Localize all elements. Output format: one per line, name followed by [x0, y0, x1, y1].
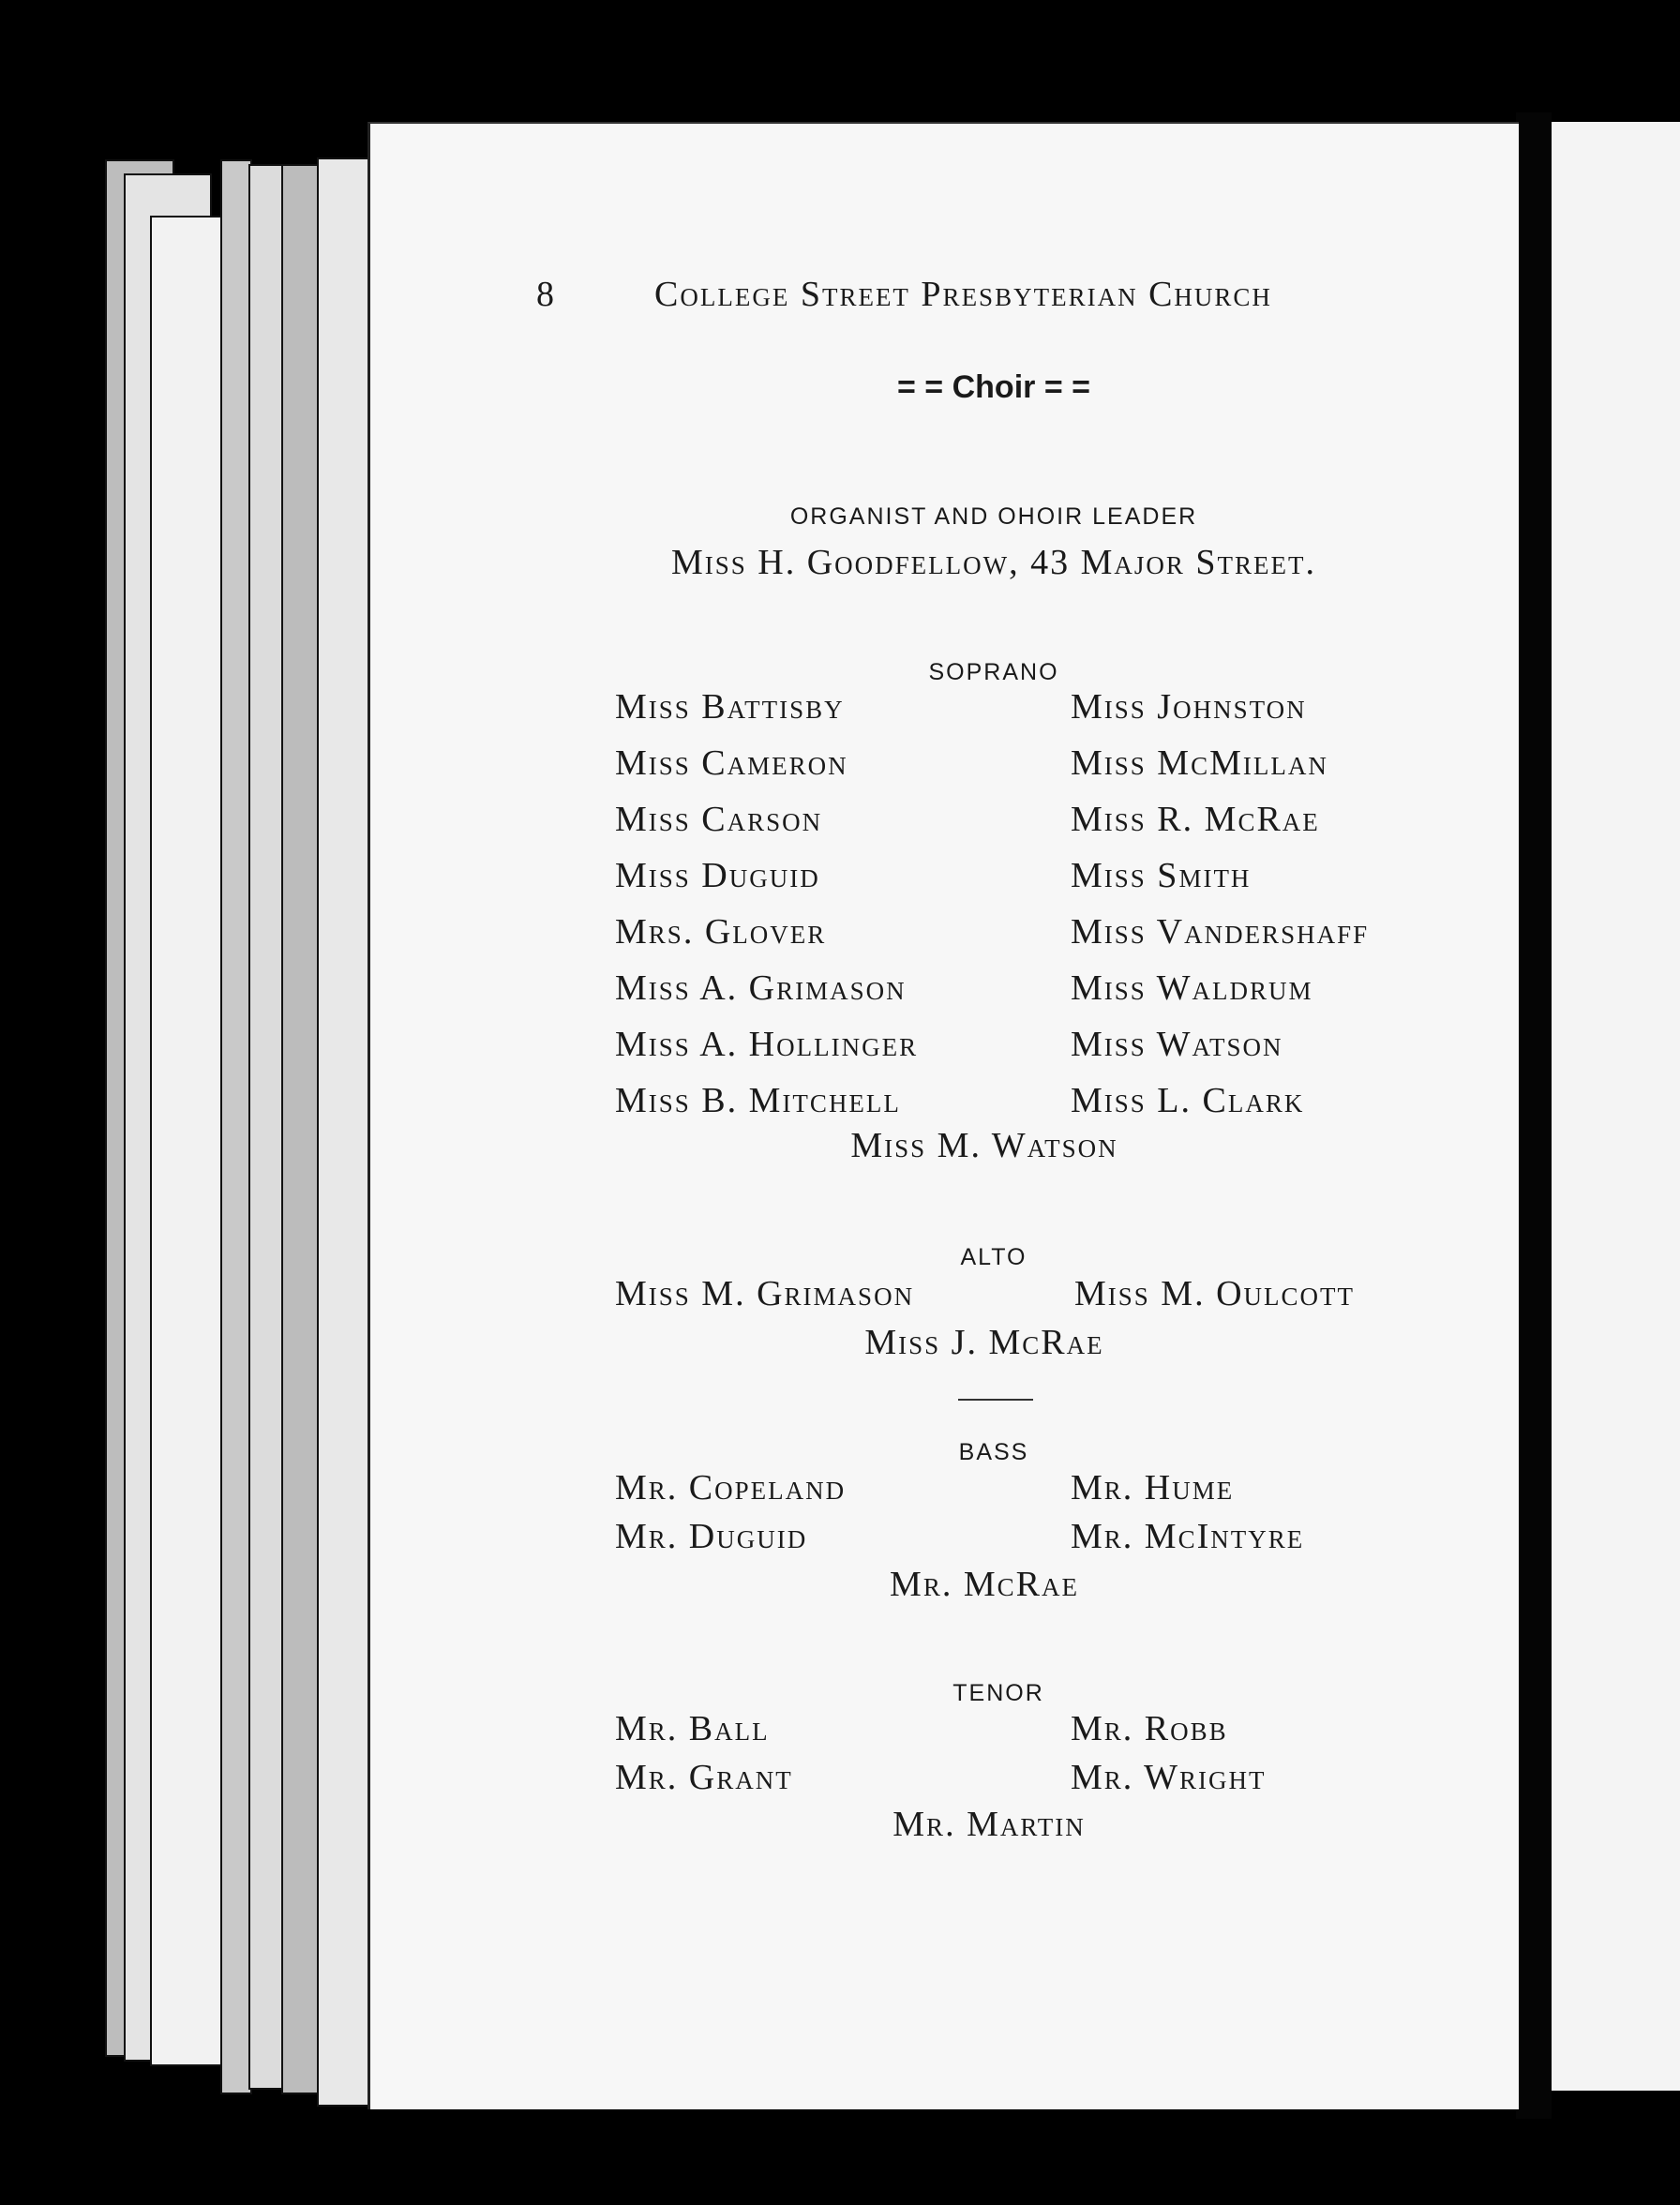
choir-member-name: Miss Waldrum [1071, 968, 1313, 1008]
alto-heading: ALTO [960, 1244, 1028, 1270]
choir-member-name: Miss Battisby [615, 687, 845, 727]
choir-member-name: Miss A. Hollinger [615, 1025, 919, 1064]
choir-member-name: Mr. Copeland [615, 1468, 847, 1508]
choir-member-name: Mr. Wright [1071, 1758, 1267, 1797]
choir-member-name: Mr. Ball [615, 1709, 770, 1748]
facing-page-edge [1552, 122, 1680, 2091]
bass-heading: BASS [958, 1439, 1029, 1465]
book-edge [248, 164, 285, 2090]
choir-member-name: Mr. Robb [1071, 1709, 1228, 1748]
choir-member-name: Miss Smith [1071, 856, 1252, 895]
choir-member-name: Miss McMillan [1071, 743, 1328, 783]
choir-member-name: Mr. Duguid [615, 1517, 808, 1556]
bass-center-name: Mr. McRae [890, 1565, 1079, 1604]
organist-name: Miss H. Goodfellow, 43 Major Street. [670, 543, 1317, 582]
alto-right-name: Miss M. Oulcott [1074, 1274, 1356, 1313]
choir-member-name: Miss Vandershaff [1071, 912, 1370, 952]
choir-member-name: Miss Carson [615, 800, 823, 839]
running-title: College Street Presbyterian Church [654, 275, 1272, 314]
page-number: 8 [536, 275, 554, 314]
page-title: = = Choir = = [897, 369, 1090, 405]
book-edge [220, 159, 252, 2094]
choir-member-name: Miss Watson [1071, 1025, 1283, 1064]
choir-member-name: Miss B. Mitchell [615, 1081, 901, 1120]
organist-heading: ORGANIST AND OHOIR LEADER [789, 503, 1198, 530]
choir-member-name: Mr. Grant [615, 1758, 793, 1797]
book-edge [281, 164, 321, 2094]
book-gutter [1516, 112, 1552, 2119]
divider [958, 1399, 1033, 1401]
choir-member-name: Miss R. McRae [1071, 800, 1320, 839]
choir-member-name: Miss Johnston [1071, 687, 1307, 727]
tenor-heading: TENOR [952, 1680, 1044, 1706]
soprano-center-name: Miss M. Watson [850, 1126, 1118, 1165]
choir-member-name: Miss A. Grimason [615, 968, 907, 1008]
tenor-center-name: Mr. Martin [892, 1805, 1086, 1844]
soprano-heading: SOPRANO [928, 659, 1059, 685]
alto-center-name: Miss J. McRae [864, 1323, 1104, 1362]
alto-left-name: Miss M. Grimason [615, 1274, 915, 1313]
choir-member-name: Miss Duguid [615, 856, 820, 895]
choir-member-name: Miss L. Clark [1071, 1081, 1305, 1120]
choir-member-name: Mr. Hume [1071, 1468, 1235, 1508]
choir-member-name: Miss Cameron [615, 743, 848, 783]
choir-member-name: Mr. McIntyre [1071, 1517, 1305, 1556]
choir-member-name: Mrs. Glover [615, 912, 827, 952]
